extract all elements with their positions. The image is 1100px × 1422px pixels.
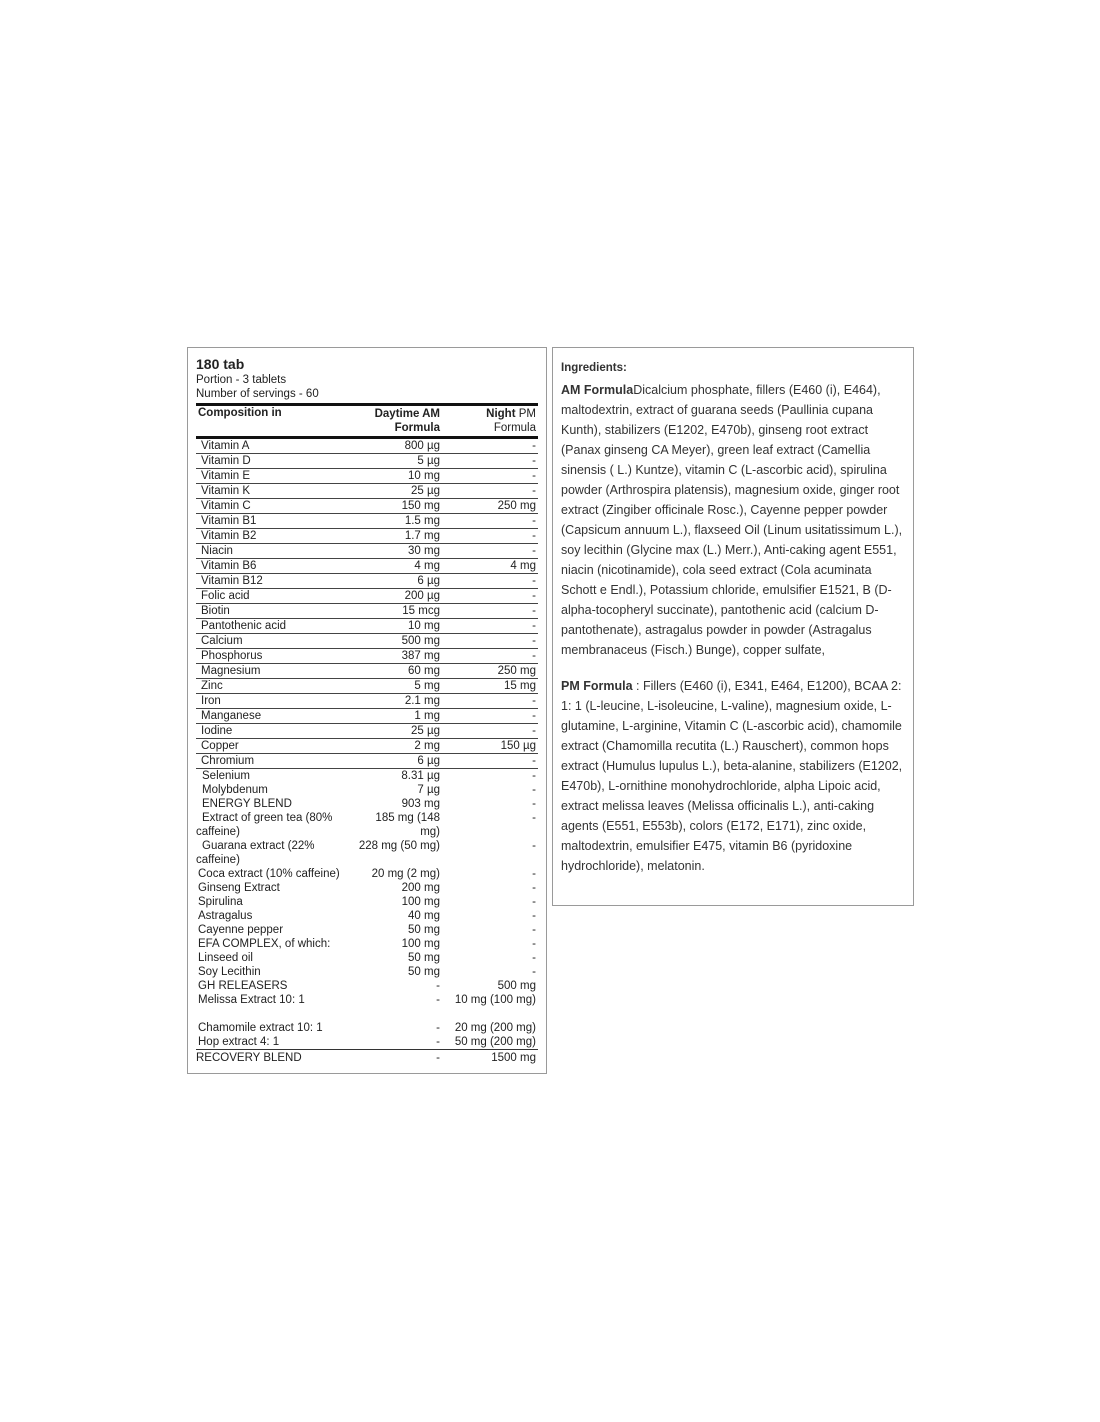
blend-name: ENERGY BLEND: [202, 798, 292, 810]
nutrient-name: Phosphorus: [201, 650, 263, 662]
nutrient-pm-value: 250 mg: [497, 665, 536, 677]
col-composition: Composition in: [198, 407, 282, 419]
blend-am-value: 8.31 µg: [401, 770, 440, 782]
nutrient-name: Biotin: [201, 605, 230, 617]
nutrient-pm-value: -: [532, 725, 536, 737]
nutrient-pm-value: -: [532, 620, 536, 632]
table-row: [196, 783, 538, 797]
blend-name: Soy Lecithin: [198, 966, 261, 978]
pm-formula-text: : Fillers (E460 (i), E341, E464, E1200), BCAA 2: 1: 1 (L-leucine, L-isoleucine, L-valine), magnesium oxide, L-glutamine, L-arginine, Vitamin C (L-ascorbic acid), chamomile extract (Chamomilla recutita (L.) Rauschert), common hops extract (Humulus lupulus L.), beta-alanine, stabilizers (E1202, E470b), L-ornithine monohydrochloride, alpha Lipoic acid, extract melissa leaves (Melissa officinalis L.), anti-caking agents (E551, E553b), colors (E172, E171), zinc oxide, maltodextrin, emulsifier E475, vitamin B6 (pyridoxine hydrochloride), melatonin.: [561, 679, 903, 873]
nutrient-am-value: 25 µg: [410, 725, 440, 737]
servings-text: Number of servings - 60: [196, 388, 319, 400]
blend-am-value: -: [436, 1022, 440, 1034]
blend-am-value: 40 mg: [408, 910, 440, 922]
ingredients-title: Ingredients:: [561, 362, 627, 374]
table-row: [196, 559, 538, 574]
table-row: [196, 499, 538, 514]
blend-pm-value: -: [532, 966, 536, 978]
blend-pm-value: -: [532, 868, 536, 880]
nutrient-name: Pantothenic acid: [201, 620, 287, 632]
table-row: [196, 589, 538, 604]
nutrient-pm-value: -: [532, 530, 536, 542]
table-row: [196, 634, 538, 649]
blend-name: Selenium: [202, 770, 250, 782]
nutrient-table: [196, 439, 538, 769]
blend-table: [196, 769, 538, 1049]
blend-name: Melissa Extract 10: 1: [198, 994, 305, 1006]
nutrient-pm-value: 4 mg: [510, 560, 536, 572]
nutrient-am-value: 5 mg: [414, 680, 440, 692]
table-row: [196, 881, 538, 895]
table-row: [196, 469, 538, 484]
blend-pm-value: 10 mg (100 mg): [454, 994, 536, 1006]
blend-name: Guarana extract (22% caffeine): [196, 840, 315, 866]
table-row: [196, 923, 538, 937]
nutrient-name: Chromium: [201, 755, 255, 767]
blend-pm-value: -: [532, 896, 536, 908]
blend-name: Chamomile extract 10: 1: [198, 1022, 323, 1034]
nutrient-pm-value: -: [532, 455, 536, 467]
blend-pm-value: 50 mg (200 mg): [454, 1036, 536, 1048]
blend-pm-value: -: [532, 770, 536, 782]
blend-name: Hop extract 4: 1: [198, 1036, 280, 1048]
nutrient-name: Folic acid: [201, 590, 250, 602]
nutrient-pm-value: -: [532, 635, 536, 647]
table-row: [196, 769, 538, 783]
nutrient-name: Iron: [201, 695, 221, 707]
nutrient-am-value: 2 mg: [414, 740, 440, 752]
blend-am-value: -: [436, 980, 440, 992]
table-row: [196, 979, 538, 993]
table-row: [196, 909, 538, 923]
blend-am-value: -: [436, 1036, 440, 1048]
blend-name: Coca extract (10% caffeine): [198, 868, 340, 880]
nutrient-am-value: 800 µg: [404, 440, 440, 452]
blend-name: Astragalus: [198, 910, 253, 922]
nutrient-name: Iodine: [201, 725, 233, 737]
table-row: [196, 724, 538, 739]
nutrient-am-value: 1.5 mg: [404, 515, 440, 527]
nutrient-name: Manganese: [201, 710, 262, 722]
nutrient-name: Vitamin A: [201, 440, 250, 452]
table-row: [196, 797, 538, 811]
blend-name: Extract of green tea (80% caffeine): [196, 812, 333, 838]
blend-pm-value: -: [532, 924, 536, 936]
recovery-am: -: [436, 1052, 440, 1064]
table-row: [196, 811, 538, 839]
table-row: [196, 679, 538, 694]
nutrient-am-value: 25 µg: [410, 485, 440, 497]
ingredients-panel: [552, 347, 914, 906]
table-row: [196, 694, 538, 709]
nutrient-am-value: 2.1 mg: [404, 695, 440, 707]
nutrient-am-value: 6 µg: [417, 755, 440, 767]
blend-pm-value: 500 mg: [497, 980, 536, 992]
table-row: [196, 739, 538, 754]
nutrient-name: Vitamin B2: [201, 530, 257, 542]
blend-am-value: 185 mg (148 mg): [375, 812, 440, 838]
table-row: [196, 993, 538, 1021]
blend-pm-value: -: [532, 910, 536, 922]
col-am-formula: [368, 407, 440, 435]
table-row: [196, 1035, 538, 1049]
blend-pm-value: 20 mg (200 mg): [454, 1022, 536, 1034]
nutrient-pm-value: -: [532, 590, 536, 602]
blend-am-value: 7 µg: [417, 784, 440, 796]
nutrient-pm-value: -: [532, 710, 536, 722]
nutrient-pm-value: -: [532, 755, 536, 767]
table-row: [196, 619, 538, 634]
nutrient-pm-value: -: [532, 515, 536, 527]
blend-am-value: 100 mg: [401, 938, 440, 950]
nutrient-am-value: 10 mg: [408, 470, 440, 482]
nutrient-am-value: 6 µg: [417, 575, 440, 587]
blend-pm-value: -: [532, 798, 536, 810]
table-row: [196, 484, 538, 499]
nutrient-pm-value: -: [532, 470, 536, 482]
nutrient-am-value: 1 mg: [414, 710, 440, 722]
table-row: [196, 937, 538, 951]
table-row: [196, 649, 538, 664]
am-formula-text: Dicalcium phosphate, fillers (E460 (i), E464), maltodextrin, extract of guarana seeds (Paullinia cupana Kunth), stabilizers (E1202, E470b), ginseng root extract (Panax ginseng CA Meyer), green leaf extract (Camellia sinensis ( L.) Kuntze), vitamin C (L-ascorbic acid), spirulina powder (Arthrospira platensis), magnesium oxide, ginger root extract (Zingiber officinale Rosc.), Cayenne pepper powder (Capsicum annuum L.), flaxseed Oil (Linum usitatissimum L.), soy lecithin (Glycine max (L.) Merr.), Anti-caking agent E551, niacin (nicotinamide), cola seed extract (Cola acuminata Schott e Endl.), Potassium chloride, emulsifier E1521, B (D-alpha-tocopheryl succinate), pantothenic acid (calcium D-pantothenate), astragalus powder in powder (Astragalus membranaceus (Fisch.) Bunge), copper sulfate,: [561, 383, 903, 657]
nutrient-name: Calcium: [201, 635, 243, 647]
nutrient-pm-value: -: [532, 650, 536, 662]
blend-am-value: 200 mg: [401, 882, 440, 894]
nutrient-name: Vitamin C: [201, 500, 251, 512]
col-am-line2: Formula: [394, 422, 440, 434]
nutrient-am-value: 10 mg: [408, 620, 440, 632]
nutrient-pm-value: -: [532, 605, 536, 617]
nutrient-am-value: 1.7 mg: [404, 530, 440, 542]
blend-name: GH RELEASERS: [198, 980, 288, 992]
table-row: [196, 965, 538, 979]
table-row: [196, 514, 538, 529]
blend-name: Molybdenum: [202, 784, 268, 796]
nutrient-name: Copper: [201, 740, 239, 752]
pm-formula-label: PM Formula: [561, 679, 633, 693]
nutrient-am-value: 60 mg: [408, 665, 440, 677]
nutrition-facts-panel: [187, 347, 547, 1074]
table-row: [196, 709, 538, 724]
blend-pm-value: -: [532, 784, 536, 796]
nutrient-name: Vitamin B6: [201, 560, 257, 572]
nutrient-pm-value: 15 mg: [504, 680, 536, 692]
table-row: [196, 754, 538, 769]
nutrient-pm-value: 250 mg: [497, 500, 536, 512]
nutrient-name: Vitamin K: [201, 485, 251, 497]
table-row: [196, 604, 538, 619]
table-row: [196, 454, 538, 469]
table-row: [196, 574, 538, 589]
nutrient-am-value: 150 mg: [401, 500, 440, 512]
blend-am-value: 903 mg: [401, 798, 440, 810]
nutrient-pm-value: -: [532, 575, 536, 587]
nutrient-am-value: 15 mcg: [402, 605, 440, 617]
nutrient-name: Vitamin D: [201, 455, 251, 467]
col-pm-line2: Formula: [493, 422, 536, 434]
recovery-row: [196, 1049, 538, 1066]
table-row: [196, 867, 538, 881]
nutrient-pm-value: -: [532, 695, 536, 707]
blend-am-value: -: [436, 994, 440, 1006]
table-row: [196, 544, 538, 559]
nutrient-pm-value: -: [532, 485, 536, 497]
pm-formula-ingredients: [561, 676, 907, 876]
nutrient-am-value: 30 mg: [408, 545, 440, 557]
nutrient-name: Vitamin B1: [201, 515, 257, 527]
col-pm-line1: Night: [486, 408, 516, 420]
am-formula-ingredients: [561, 380, 907, 660]
col-pm-formula: [448, 407, 536, 435]
blend-name: Cayenne pepper: [198, 924, 284, 936]
col-am-line1: Daytime AM: [374, 408, 440, 420]
pack-size: 180 tab: [196, 356, 245, 372]
col-pm-pm: PM: [518, 408, 536, 420]
table-row: [196, 1021, 538, 1035]
nutrient-pm-value: -: [532, 545, 536, 557]
am-formula-label: AM Formula: [561, 383, 634, 397]
blend-pm-value: -: [532, 840, 536, 852]
table-row: [196, 439, 538, 454]
nutrient-am-value: 500 mg: [401, 635, 440, 647]
portion-text: Portion - 3 tablets: [196, 374, 287, 386]
nutrient-name: Vitamin B12: [201, 575, 263, 587]
nutrient-name: Magnesium: [201, 665, 261, 677]
nutrient-name: Vitamin E: [201, 470, 251, 482]
nutrient-pm-value: 150 µg: [500, 740, 536, 752]
nutrient-am-value: 200 µg: [404, 590, 440, 602]
nutrient-name: Niacin: [201, 545, 233, 557]
blend-pm-value: -: [532, 938, 536, 950]
table-row: [196, 895, 538, 909]
blend-am-value: 50 mg: [408, 924, 440, 936]
nutrient-pm-value: -: [532, 440, 536, 452]
blend-name: Ginseng Extract: [198, 882, 280, 894]
table-row: [196, 664, 538, 679]
blend-am-value: 100 mg: [401, 896, 440, 908]
blend-am-value: 228 mg (50 mg): [358, 840, 440, 852]
nutrient-name: Zinc: [201, 680, 223, 692]
blend-pm-value: -: [532, 952, 536, 964]
blend-pm-value: -: [532, 882, 536, 894]
nutrient-am-value: 4 mg: [414, 560, 440, 572]
nutrient-am-value: 5 µg: [417, 455, 440, 467]
blend-am-value: 20 mg (2 mg): [371, 868, 440, 880]
nutrient-am-value: 387 mg: [401, 650, 440, 662]
blend-name: Linseed oil: [198, 952, 253, 964]
recovery-pm: 1500 mg: [491, 1052, 536, 1064]
blend-name: EFA COMPLEX, of which:: [198, 938, 331, 950]
table-row: [196, 951, 538, 965]
blend-am-value: 50 mg: [408, 952, 440, 964]
table-row: [196, 839, 538, 867]
table-row: [196, 529, 538, 544]
recovery-name: RECOVERY BLEND: [196, 1052, 302, 1064]
blend-name: Spirulina: [198, 896, 243, 908]
blend-am-value: 50 mg: [408, 966, 440, 978]
table-header: [196, 403, 538, 439]
blend-pm-value: -: [532, 812, 536, 824]
